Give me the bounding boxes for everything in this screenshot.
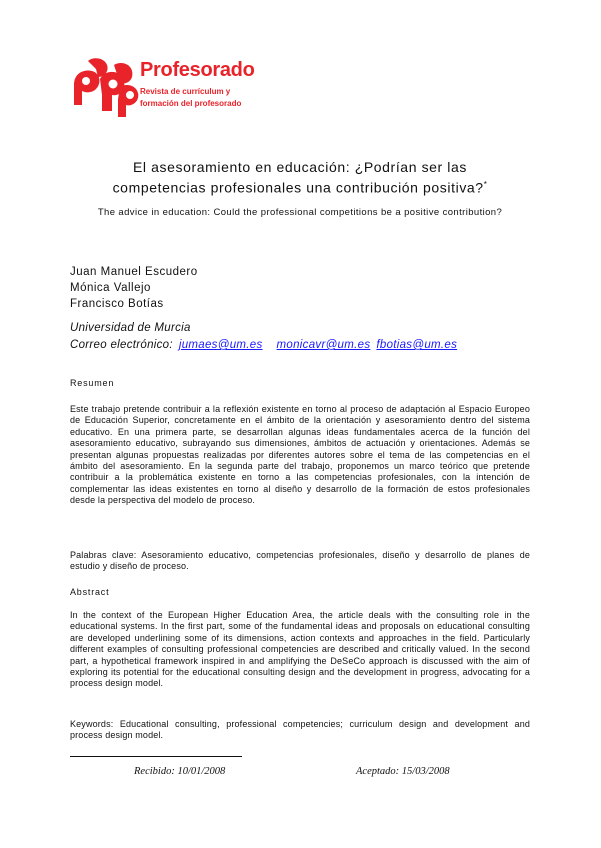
email-link-vallejo[interactable]: monicavr@um.es	[276, 339, 371, 351]
article-title-es-text: El asesoramiento en educación: ¿Podrían ser las competencias profesionales una contribución positiva?	[112, 159, 484, 196]
footer-divider	[70, 756, 242, 757]
palabras-clave-label: Palabras clave:	[70, 550, 137, 560]
institution: Universidad de Murcia	[70, 322, 191, 334]
journal-subtitle-line1: Revista de currículum y	[140, 87, 231, 96]
author-list	[70, 264, 198, 312]
author-name: Juan Manuel Escudero	[70, 266, 198, 278]
author-name: Mónica Vallejo	[70, 282, 151, 294]
journal-title: Profesorado	[140, 59, 255, 81]
affiliation	[70, 320, 457, 354]
accepted-date: Aceptado: 15/03/2008	[356, 766, 450, 777]
palabras-clave-text: Asesoramiento educativo, competencias profesionales, diseño y desarrollo de planes de estudio y diseño de proceso.	[70, 550, 530, 572]
received-date: Recibido: 10/01/2008	[134, 766, 226, 777]
journal-subtitle-line2: formación del profesorado	[140, 99, 242, 108]
email-link-botias[interactable]: fbotias@um.es	[376, 339, 458, 351]
resumen-heading: Resumen	[70, 378, 115, 388]
journal-subtitle	[140, 86, 241, 110]
abstract-text: In the context of the European Higher Education Area, the article deals with the consulting role in the educational systems. In the first part, some of the fundamental ideas and proposals on educational consulting are developed underlining some of its dimensions, action contexts and approaches in the field. Particularly different examples of consulting professional competencies are described and critically valued. In the second part, a hypothetical framework inspired in and amplifying the DeSeCo approach is discussed with the aim of exploring its potential for the educational consulting design and the development in progress, advocating for a process design model.	[70, 610, 530, 689]
email-label: Correo electrónico:	[70, 339, 173, 351]
title-footnote-mark: *	[483, 180, 488, 189]
article-title-en: The advice in education: Could the professional competitions be a positive contribution?	[97, 207, 503, 218]
author-name: Francisco Botías	[70, 298, 164, 310]
keywords	[70, 719, 530, 742]
email-line	[70, 337, 457, 354]
article-title-es	[90, 158, 510, 197]
abstract-heading: Abstract	[70, 587, 110, 597]
keywords-text: Educational consulting, professional competencies; curriculum design and development and process design model.	[70, 719, 531, 741]
keywords-label: Keywords:	[70, 719, 114, 729]
palabras-clave	[70, 550, 530, 573]
email-link-escudero[interactable]: jumaes@um.es	[178, 339, 263, 351]
resumen-text: Este trabajo pretende contribuir a la reflexión existente en torno al proceso de adaptación al Espacio Europeo de Educación Superior, concretamente en el ámbito de la orientación y asesoramiento dentro del sistema educativo. En una primera parte, se desarrollan algunas ideas fundamentales acerca de la función del asesoramiento educativo, subrayando sus dimensiones, ámbitos de actuación y orientaciones. Además se presentan algunas propuestas realizadas por diferentes autores sobre el tema de las competencias en el ámbito del asesoramiento. En la segunda parte del trabajo, proponemos un marco teórico que pretende contribuir a la problemática existente en torno a las competencias profesionales, con la intención de complementar las ideas existentes en torno al diseño y desarrollo de la formación de estos profesionales desde la perspectiva del modelo de proceso.	[70, 404, 530, 506]
journal-logo-mark-icon	[70, 55, 142, 119]
journal-logo	[70, 55, 270, 125]
